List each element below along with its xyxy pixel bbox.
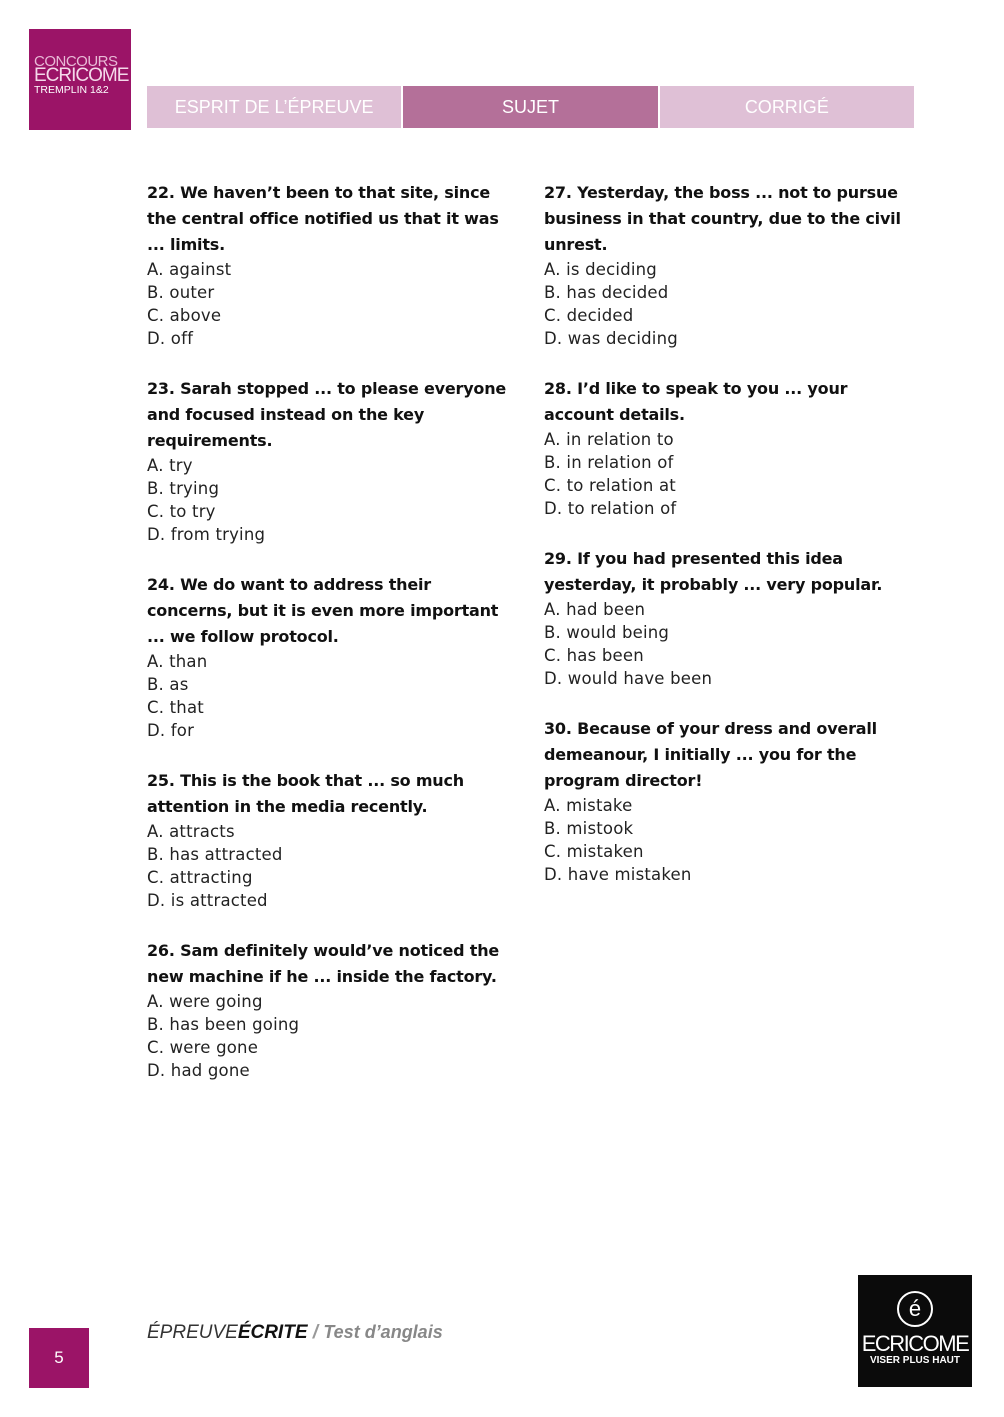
logo-line-ecricome: ECRICOME [34, 65, 129, 86]
footer-title-part2: ÉCRITE [237, 1322, 308, 1343]
answer-option: C. to relation at [544, 476, 676, 495]
answer-option: D. would have been [544, 669, 713, 688]
footer-title [147, 1322, 443, 1344]
footer-subtitle: Test d’anglais [323, 1322, 443, 1342]
answer-option: D. for [147, 721, 195, 740]
ecricome-brand-logo [858, 1275, 972, 1387]
footer-separator: / [312, 1322, 319, 1343]
answer-option: B. mistook [544, 819, 634, 838]
concours-ecricome-logo [29, 29, 131, 130]
question-text: 25. This is the book that ... so much attention in the media recently. [147, 771, 464, 816]
brand-name: ECRICOME [861, 1331, 969, 1356]
answer-option: A. in relation to [544, 430, 674, 449]
question-text: 23. Sarah stopped ... to please everyone and focused instead on the key requirements. [147, 379, 507, 450]
answer-option: A. had been [544, 600, 646, 619]
question-text: 29. If you had presented this idea yesterday, it probably ... very popular. [544, 549, 883, 594]
answer-option: A. attracts [147, 822, 235, 841]
questions-left-column [147, 180, 517, 1108]
ecricome-e-icon [895, 1289, 935, 1329]
answer-option: B. has been going [147, 1015, 300, 1034]
answer-option: B. has attracted [147, 845, 283, 864]
question-text: 27. Yesterday, the boss ... not to pursue business in that country, due to the civil unrest. [544, 183, 901, 254]
question-text: 30. Because of your dress and overall demeanour, I initially ... you for the program director! [544, 719, 877, 790]
question-30 [544, 716, 919, 886]
tab-sujet[interactable]: SUJET [403, 86, 657, 128]
question-23 [147, 376, 517, 546]
answer-option: B. has decided [544, 283, 669, 302]
question-text: 22. We haven’t been to that site, since the central office notified us that it was ... limits. [147, 183, 499, 254]
footer-title-part1: ÉPREUVE [147, 1322, 238, 1343]
answer-option: C. that [147, 698, 204, 717]
question-text: 24. We do want to address their concerns, but it is even more important ... we follow protocol. [147, 575, 499, 646]
answer-option: B. in relation of [544, 453, 674, 472]
question-29 [544, 546, 919, 690]
question-24 [147, 572, 517, 742]
answer-option: A. mistake [544, 796, 633, 815]
answer-option: D. to relation of [544, 499, 677, 518]
answer-option: A. were going [147, 992, 263, 1011]
answer-option: B. as [147, 675, 189, 694]
question-text: 28. I’d like to speak to you ... your account details. [544, 379, 848, 424]
question-28 [544, 376, 919, 520]
answer-option: B. outer [147, 283, 215, 302]
question-25 [147, 768, 517, 912]
answer-option: A. is deciding [544, 260, 657, 279]
answer-option: D. from trying [147, 525, 266, 544]
question-26 [147, 938, 517, 1082]
logo-line-tremplin: TREMPLIN 1&2 [34, 84, 109, 96]
answer-option: D. had gone [147, 1061, 250, 1080]
answer-option: B. would being [544, 623, 670, 642]
answer-option: C. decided [544, 306, 634, 325]
answer-option: A. try [147, 456, 193, 475]
answer-option: D. is attracted [147, 891, 268, 910]
questions-right-column [544, 180, 919, 912]
svg-text:é: é [908, 1296, 922, 1321]
answer-option: A. against [147, 260, 232, 279]
answer-option: C. mistaken [544, 842, 644, 861]
answer-option: D. was deciding [544, 329, 678, 348]
answer-option: D. have mistaken [544, 865, 692, 884]
tab-esprit-de-lepreuve[interactable]: ESPRIT DE L’ÉPREUVE [147, 86, 401, 128]
question-27 [544, 180, 919, 350]
section-tabs [147, 86, 914, 128]
answer-option: A. than [147, 652, 208, 671]
question-22 [147, 180, 517, 350]
answer-option: C. above [147, 306, 222, 325]
answer-option: B. trying [147, 479, 220, 498]
answer-option: D. off [147, 329, 194, 348]
page-number: 5 [29, 1328, 89, 1388]
answer-option: C. attracting [147, 868, 253, 887]
logo-line-concours: CONCOURS [34, 53, 118, 70]
answer-option: C. to try [147, 502, 216, 521]
question-text: 26. Sam definitely would’ve noticed the new machine if he ... inside the factory. [147, 941, 500, 986]
answer-option: C. has been [544, 646, 644, 665]
brand-slogan: VISER PLUS HAUT [869, 1355, 960, 1366]
tab-corrige[interactable]: CORRIGÉ [660, 86, 914, 128]
answer-option: C. were gone [147, 1038, 259, 1057]
